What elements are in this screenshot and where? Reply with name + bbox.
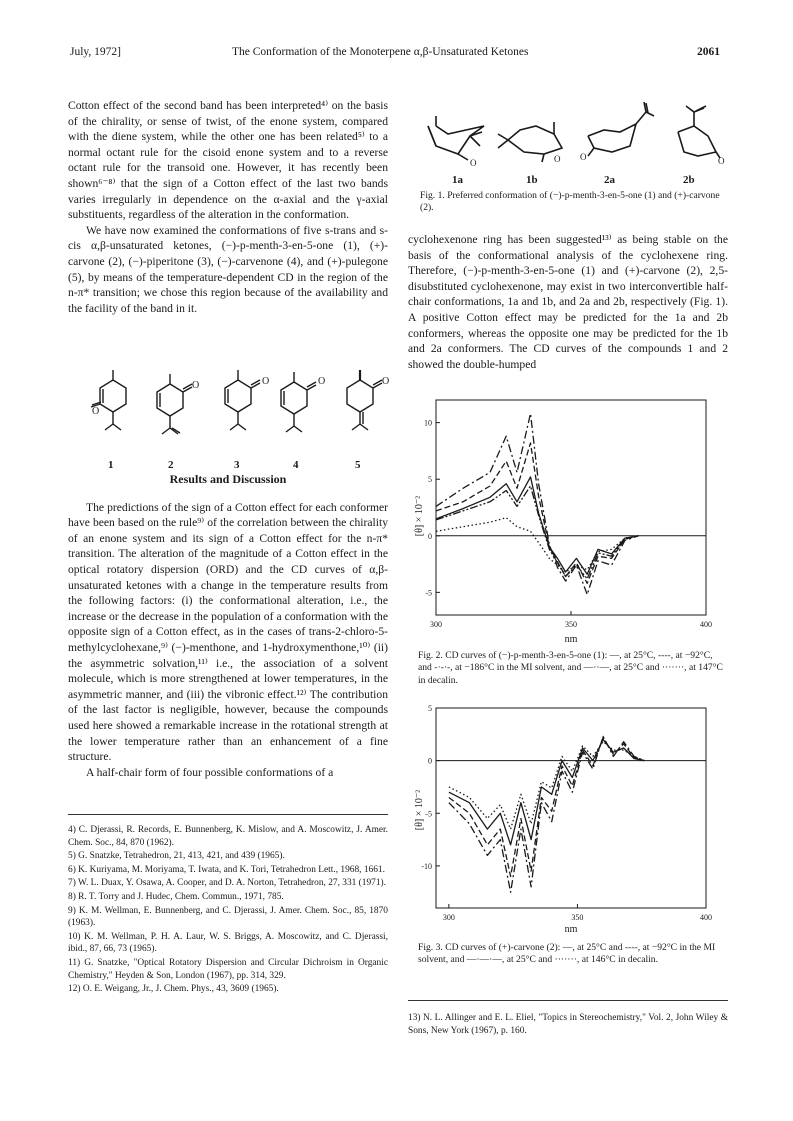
running-header-left: July, 1972] bbox=[70, 46, 122, 58]
y-tick-label: 5 bbox=[428, 704, 432, 713]
compound-label: 4 bbox=[293, 459, 299, 471]
structure-1 bbox=[91, 370, 126, 430]
cd-curve-solid bbox=[449, 740, 644, 845]
footnotes-left bbox=[68, 824, 388, 997]
y-tick-label: -10 bbox=[421, 861, 432, 871]
compound-label: 1 bbox=[108, 459, 114, 471]
compound-structures bbox=[68, 362, 388, 452]
structure-4 bbox=[281, 372, 316, 432]
footnote: 7) W. L. Duax, Y. Osawa, A. Cooper, and D. A. Norton, Tetrahedron, 27, 331 (1971). bbox=[68, 878, 387, 889]
svg-text:O: O bbox=[262, 376, 270, 387]
y-tick-label: -5 bbox=[425, 588, 432, 598]
svg-text:O: O bbox=[92, 406, 100, 417]
svg-text:O: O bbox=[318, 376, 326, 387]
conformer-2b bbox=[678, 106, 720, 158]
footnote: 13) N. L. Allinger and E. L. Eliel, "Topics in Stereochemistry," Vol. 2, John Wiley & Sons, New York (1967), p. 160. bbox=[408, 1013, 728, 1036]
footnote: 10) K. M. Wellman, P. H. A. Laur, W. S. Briggs, A. Moscowitz, and C. Djerassi, ibid., 87, 66, 73 (1965). bbox=[68, 931, 388, 955]
conformer-label: 2b bbox=[683, 174, 695, 186]
y-tick-label: 10 bbox=[424, 418, 432, 428]
x-tick-label: 350 bbox=[571, 913, 584, 922]
plot-frame bbox=[436, 400, 706, 615]
left-column-text-bottom bbox=[68, 472, 388, 780]
footnote: 8) R. T. Torry and J. Hudec, Chem. Commun., 1971, 785. bbox=[68, 891, 284, 902]
paragraph: A half-chair form of four possible conformations of a bbox=[86, 765, 334, 779]
svg-text:O: O bbox=[580, 152, 587, 162]
footnote-divider bbox=[68, 814, 388, 815]
structure-3 bbox=[225, 370, 260, 430]
conformer-2a bbox=[588, 102, 654, 156]
left-column-text-top bbox=[68, 98, 388, 316]
y-tick-label: 0 bbox=[428, 756, 432, 766]
page-number: 2061 bbox=[697, 46, 720, 58]
svg-text:O: O bbox=[382, 376, 390, 387]
svg-text:O: O bbox=[470, 158, 477, 168]
figure-3-caption: Fig. 3. CD curves of (+)-carvone (2): —, at 25°C and ----, at −92°C in the MI solvent, and —·—·—, at 25°C and ·······, at 146°C in decalin. bbox=[418, 942, 716, 966]
footnote: 9) K. M. Wellman, E. Bunnenberg, and C. Djerassi, J. Amer. Chem. Soc., 85, 1870 (1963). bbox=[68, 905, 388, 929]
x-tick-label: 400 bbox=[700, 620, 712, 629]
cd-curve-dash-dot bbox=[449, 736, 644, 892]
svg-text:O: O bbox=[718, 156, 725, 166]
x-tick-label: 300 bbox=[430, 620, 442, 629]
x-tick-label: 300 bbox=[442, 913, 455, 922]
figure-1-caption: Fig. 1. Preferred conformation of (−)-p-menth-3-en-5-one (1) and (+)-carvone (2). bbox=[420, 190, 720, 214]
conformer-label: 2a bbox=[604, 174, 615, 186]
y-tick-label: -5 bbox=[425, 809, 432, 819]
footnote-divider bbox=[408, 1000, 728, 1001]
paragraph: Cotton effect of the second band has been interpreted⁴⁾ on the basis of the chirality, or sense of twist, of the enone system, compared with the diene system, while the other one has been related⁵⁾ to a normal octant rule for the cisoid enone system and to a reverse octant rule for the transoid one. However, it has recently been shown⁶⁻⁸⁾ that the sign of a Cotton effect of the last two bands varies irregularly in dependence on the α-axial and the γ-axial substituents, regardless of the alteration in the conformation. bbox=[68, 99, 388, 222]
footnote: 11) G. Snatzke, "Optical Rotatory Dispersion and Circular Dichroism in Organic Chemistry," Heyden & Son, London (1967), pp. 314, 329. bbox=[68, 957, 388, 981]
section-heading: Results and Discussion bbox=[169, 472, 287, 486]
svg-text:O: O bbox=[554, 154, 561, 164]
footnote: 5) G. Snatzke, Tetrahedron, 21, 413, 421, and 439 (1965). bbox=[68, 851, 285, 862]
figure-2-caption: Fig. 2. CD curves of (−)-p-menth-3-en-5-one (1): —, at 25°C, ----, at −92°C, and -·-·-, at −186°C in the MI solvent, and —··—, at 25°C and ·······, at 147°C in decalin. bbox=[418, 650, 723, 686]
footnote-right bbox=[408, 1012, 728, 1038]
running-header-title: The Conformation of the Monoterpene α,β-Unsaturated Ketones bbox=[232, 46, 529, 58]
paragraph: We have now examined the conformations of five s-trans and s-cis α,β-unsaturated ketones, (−)-p-menth-3-en-5-one (1), (+)-carvone (2), (−)-piperitone (3), (−)-carvenone (4), and (+)-pulegone (5), by means of the temperature-dependent CD in the region of the n-π* transition; we chose this region because of the availability and the facility of the band in it. bbox=[68, 223, 388, 315]
compound-label: 3 bbox=[234, 459, 240, 471]
cd-curve-dash-dot bbox=[436, 414, 639, 595]
y-tick-label: 0 bbox=[428, 531, 432, 541]
x-tick-label: 400 bbox=[700, 913, 712, 922]
y-axis-label: [θ] × 10⁻² bbox=[414, 495, 425, 537]
footnote: 12) O. E. Weigang, Jr., J. Chem. Phys., 43, 3609 (1965). bbox=[68, 984, 279, 995]
structure-5 bbox=[347, 370, 382, 430]
y-tick-label: 5 bbox=[428, 475, 432, 485]
structure-2 bbox=[157, 374, 192, 434]
footnote: 4) C. Djerassi, R. Records, E. Bunnenberg, K. Mislow, and A. Moscowitz, J. Amer. Chem. Soc., 84, 870 (1962). bbox=[68, 825, 388, 848]
figure-1-conformations bbox=[408, 96, 728, 176]
svg-text:O: O bbox=[192, 380, 200, 391]
compound-label: 5 bbox=[355, 459, 361, 471]
y-axis-label: [θ] × 10⁻² bbox=[414, 789, 425, 831]
cd-curve-dashed bbox=[436, 443, 639, 583]
compound-label: 2 bbox=[168, 459, 174, 471]
plot-frame bbox=[436, 708, 706, 908]
x-axis-label: nm bbox=[564, 634, 578, 645]
conformer-label: 1a bbox=[452, 174, 463, 186]
footnote: 6) K. Kuriyama, M. Moriyama, T. Iwata, and K. Tori, Tetrahedron Lett., 1968, 1661. bbox=[68, 864, 385, 875]
x-axis-label: nm bbox=[564, 924, 578, 935]
figure-2-cd-chart bbox=[410, 398, 710, 648]
paragraph: The predictions of the sign of a Cotton effect for each conformer have been based on the rule⁹⁾ of the correlation between the chirality of an enone system and its sign of a Cotton effect for the n-π* transition. The alteration of the magnitude of a Cotton effect in the optical rotatory dispersion (ORD) and the CD curves of α,β-unsaturated ketones with a change in the temperature results from the following factors: (i) the conformational alteration, i.e., the increase or the decrease in the population of a conformation with the opposite sign of a Cotton effect, as in the cases of trans-2-chloro-5-methylcyclohexane,⁹⁾ (−)-menthone, and 1-hydroxymenthone,¹⁰⁾ (ii) the asymmetric solvation,¹¹⁾ i.e., the association of a solvent molecule, which is more strengthened at lower temperatures, in the asymmetric manner, and (iii) the vibronic effect.¹²⁾ The contribution of the last factor is negligible, however, because the compounds used here showed a remarkable increase in the rotational strength at the lower temperature rather than an enhancement of a fine structure. bbox=[68, 500, 388, 764]
paragraph: cyclohexenone ring has been suggested¹³⁾ as being stable on the basis of the conformational analysis of the cyclohexene ring. Therefore, (−)-p-menth-3-en-5-one (1) and (+)-carvone (2), 2,5-disubstituted cyclohexenone, may exist in two interconvertible half-chair conformations, 1a and 1b, and 2a and 2b, respectively (Fig. 1). A positive Cotton effect may be predicted for the 1a and 2b conformers, whereas the opposite one may be predicted for the 1b and 2a conformers. The CD curves of the compounds 1 and 2 showed the double-humped bbox=[408, 233, 728, 371]
cd-curve-dashed bbox=[449, 738, 644, 877]
right-column-text bbox=[408, 232, 728, 372]
figure-3-cd-chart bbox=[410, 704, 710, 936]
cd-curve-solid bbox=[436, 477, 639, 574]
x-tick-label: 350 bbox=[565, 620, 577, 629]
conformer-1a bbox=[428, 116, 484, 160]
conformer-1b bbox=[498, 122, 562, 162]
conformer-label: 1b bbox=[526, 174, 538, 186]
